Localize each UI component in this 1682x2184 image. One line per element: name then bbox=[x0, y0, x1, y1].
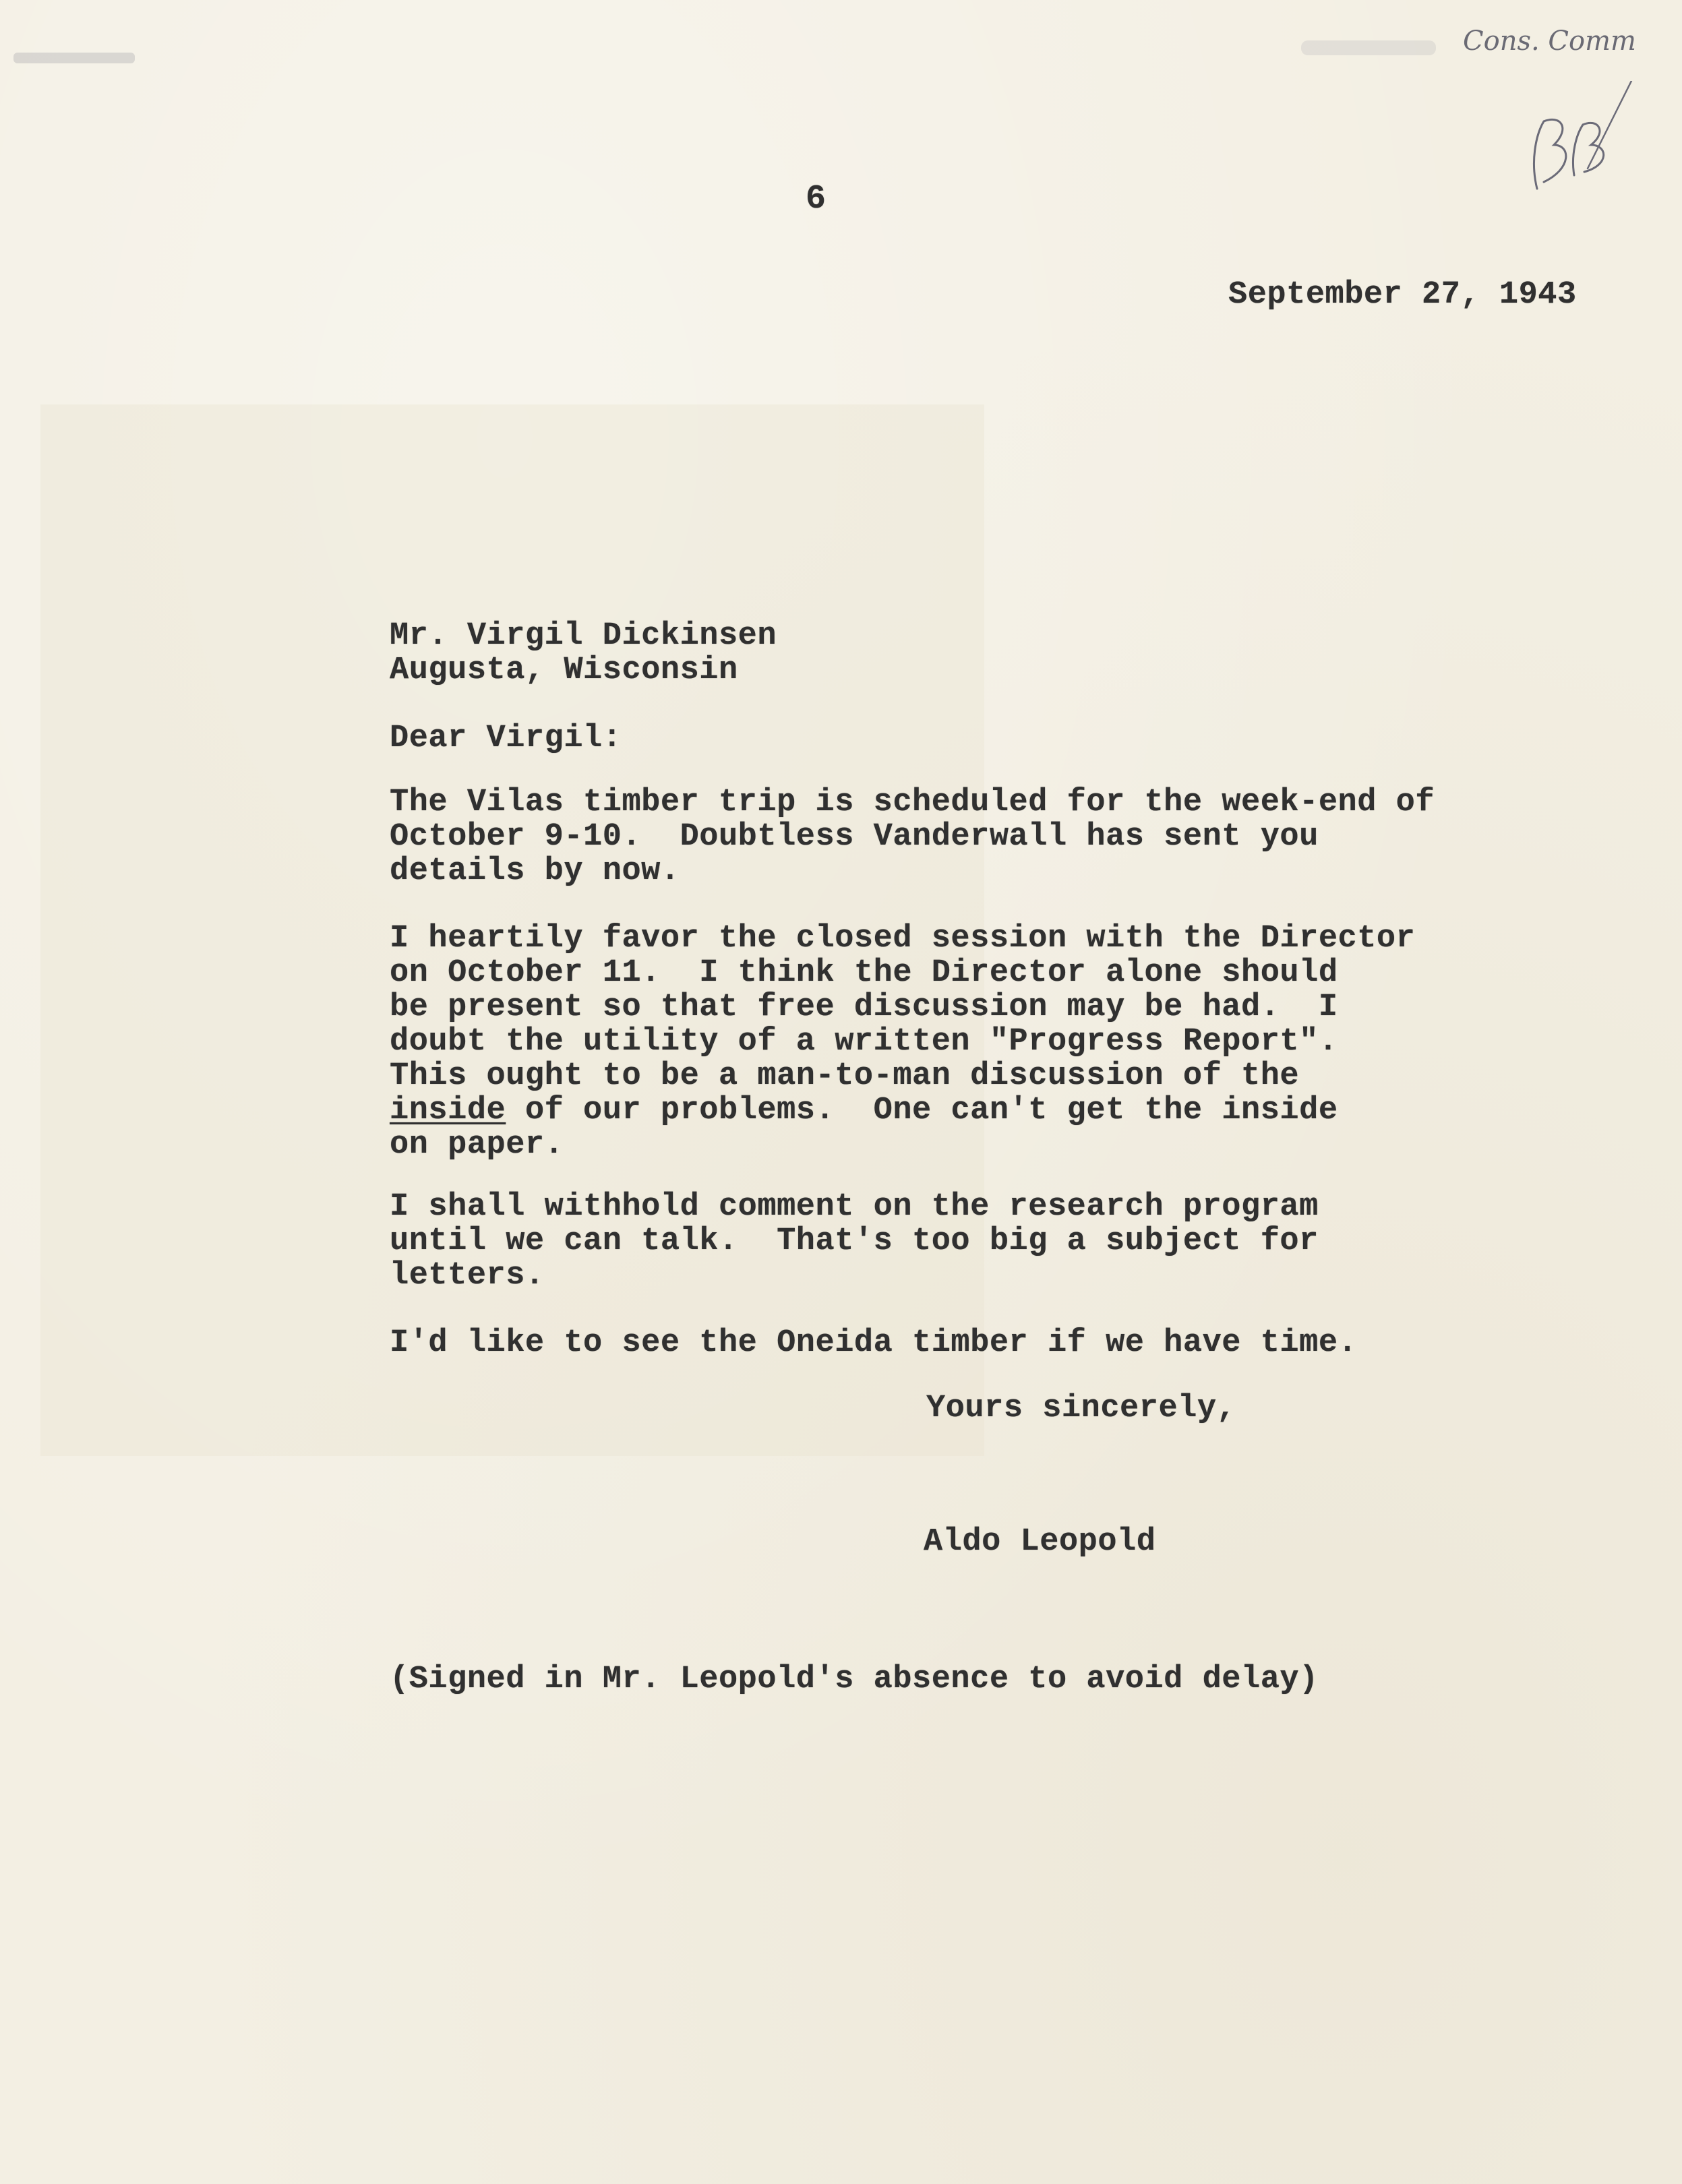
closing: Yours sincerely, bbox=[926, 1391, 1236, 1426]
signature-note: (Signed in Mr. Leopold's absence to avoid delay) bbox=[390, 1662, 1319, 1697]
signature-name: Aldo Leopold bbox=[924, 1524, 1156, 1560]
page-number: 6 bbox=[806, 180, 827, 218]
recipient-name: Mr. Virgil Dickinsen bbox=[390, 618, 777, 654]
paragraph-1: The Vilas timber trip is scheduled for the week-end of October 9-10. Doubtless Vanderwall has sent you details by now. bbox=[390, 785, 1435, 889]
handwritten-initials bbox=[1524, 81, 1638, 209]
salutation: Dear Virgil: bbox=[390, 721, 622, 756]
underlined-word: inside bbox=[390, 1093, 506, 1128]
letter-date: September 27, 1943 bbox=[1228, 277, 1577, 313]
recipient-location: Augusta, Wisconsin bbox=[390, 653, 738, 688]
paragraph-2 bbox=[390, 921, 1415, 1162]
handwritten-note: Cons. Comm bbox=[1463, 26, 1636, 57]
paragraph-2-rest: of our problems. One can't get the inside on paper. bbox=[390, 1093, 1338, 1163]
erased-mark-top bbox=[1301, 40, 1436, 55]
paragraph-3: I shall withhold comment on the research program until we can talk. That's too big a subject for letters. bbox=[390, 1189, 1319, 1294]
paragraph-2-lines-1-5: I heartily favor the closed session with the Director on October 11. I think the Director alone should be present so that free discussion may be had. I doubt the utility of a written "Progress Report". This ought to be a man-to-man discussion of the bbox=[390, 921, 1416, 1094]
paragraph-4: I'd like to see the Oneida timber if we have time. bbox=[390, 1325, 1358, 1361]
erased-mark-left bbox=[13, 53, 135, 63]
